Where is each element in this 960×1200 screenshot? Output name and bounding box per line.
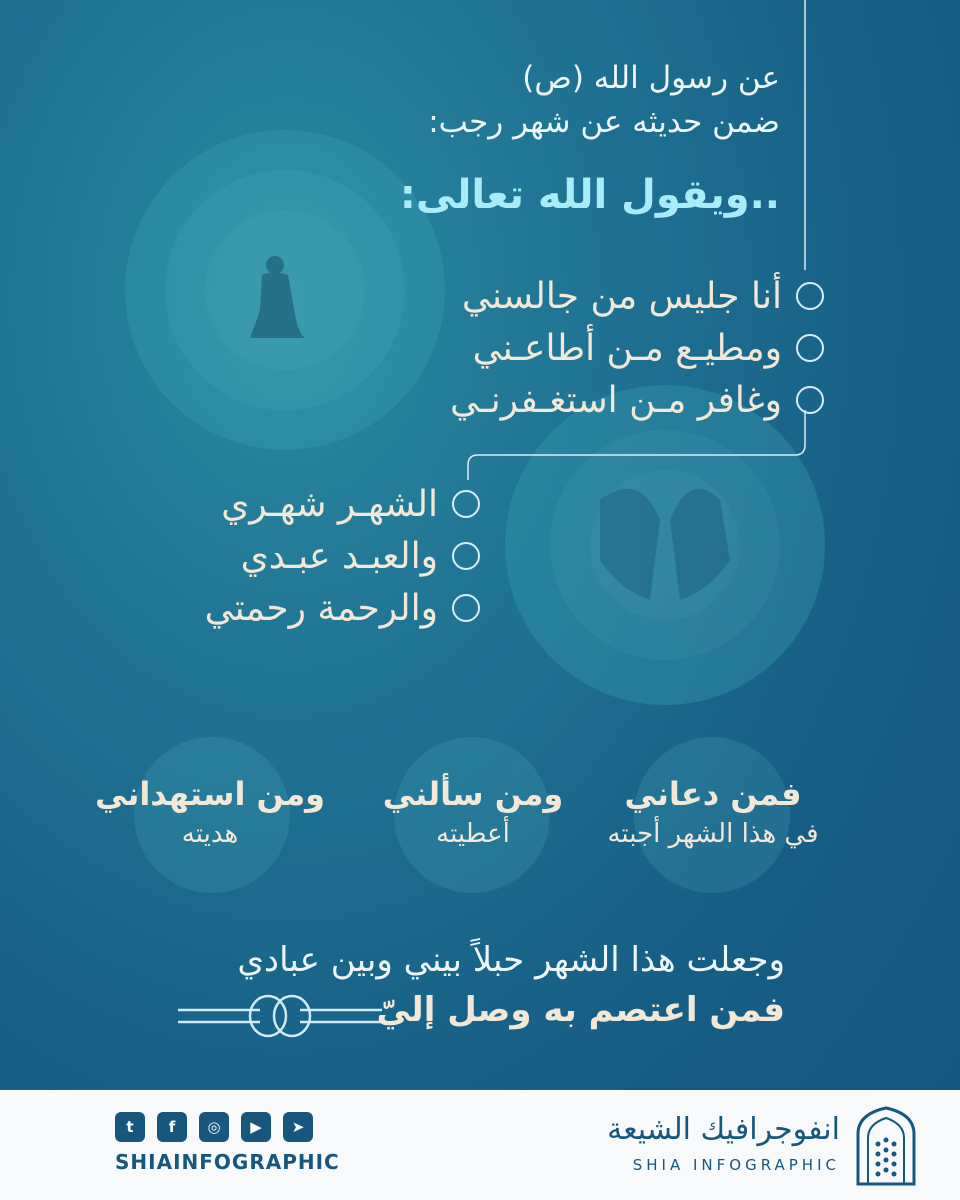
- list-item-text: والرحمة رحمتي: [204, 587, 438, 629]
- list-item: [205, 582, 480, 634]
- divine-statements-list: [450, 270, 824, 426]
- column-give: [333, 775, 613, 849]
- list-item-text: الشهـر شهـري: [221, 483, 438, 525]
- mosque-window-logo-icon: [852, 1104, 920, 1186]
- list-item: [205, 530, 480, 582]
- column-subtitle: في هذا الشهر أجبته: [607, 819, 819, 849]
- column-subtitle: هديته: [181, 819, 239, 849]
- list-item: [450, 374, 824, 426]
- circle-bullet-icon: [796, 334, 824, 362]
- column-subtitle: أعطيته: [436, 819, 510, 849]
- social-links: [115, 1112, 313, 1142]
- telegram-icon[interactable]: ➤: [283, 1112, 313, 1142]
- youtube-icon[interactable]: ▶: [241, 1112, 271, 1142]
- instagram-icon[interactable]: ◎: [199, 1112, 229, 1142]
- intro-line-2: ضمن حديثه عن شهر رجب:: [428, 104, 780, 140]
- circle-bullet-icon: [452, 542, 480, 570]
- circle-bullet-icon: [452, 594, 480, 622]
- column-title: ومن استهداني: [94, 775, 326, 813]
- circle-bullet-icon: [796, 282, 824, 310]
- list-item: [205, 478, 480, 530]
- circle-bullet-icon: [452, 490, 480, 518]
- column-title: ومن سألني: [382, 775, 564, 813]
- rope-knot-icon: [178, 996, 382, 1036]
- column-guide: [70, 775, 350, 849]
- list-item-text: والعبـد عبـدي: [240, 535, 438, 577]
- column-title: فمن دعاني: [624, 775, 802, 813]
- column-answer: [573, 775, 853, 849]
- list-item-text: أنا جليس من جالسني: [461, 275, 782, 317]
- praying-figure-image: [250, 256, 305, 338]
- closing-line-2: فمن اعتصم به وصل إليّ: [376, 990, 785, 1030]
- brand-name-arabic: انفوجرافيك الشيعة: [607, 1112, 840, 1147]
- footer: [0, 1090, 960, 1200]
- circle-bullet-icon: [796, 386, 824, 414]
- rosette-right: [505, 385, 825, 705]
- list-item: [450, 322, 824, 374]
- brand-name-english: SHIA INFOGRAPHIC: [632, 1156, 840, 1174]
- intro-line-1: عن رسول الله (ص): [522, 60, 780, 96]
- list-item-text: ومطيـع مـن أطاعـني: [472, 327, 782, 369]
- facebook-icon[interactable]: f: [157, 1112, 187, 1142]
- rosette-left: [125, 130, 445, 450]
- list-item: [450, 270, 824, 322]
- month-statements-list: [205, 478, 480, 634]
- praying-hands-image: [600, 489, 730, 600]
- list-item-text: وغافر مـن استغـفرنـي: [450, 379, 782, 421]
- headline: ..ويقول الله تعالى:: [399, 172, 780, 218]
- social-handle: SHIAINFOGRAPHIC: [115, 1150, 340, 1174]
- closing-line-1: وجعلت هذا الشهر حبلاً بيني وبين عبادي: [237, 940, 785, 980]
- twitter-icon[interactable]: t: [115, 1112, 145, 1142]
